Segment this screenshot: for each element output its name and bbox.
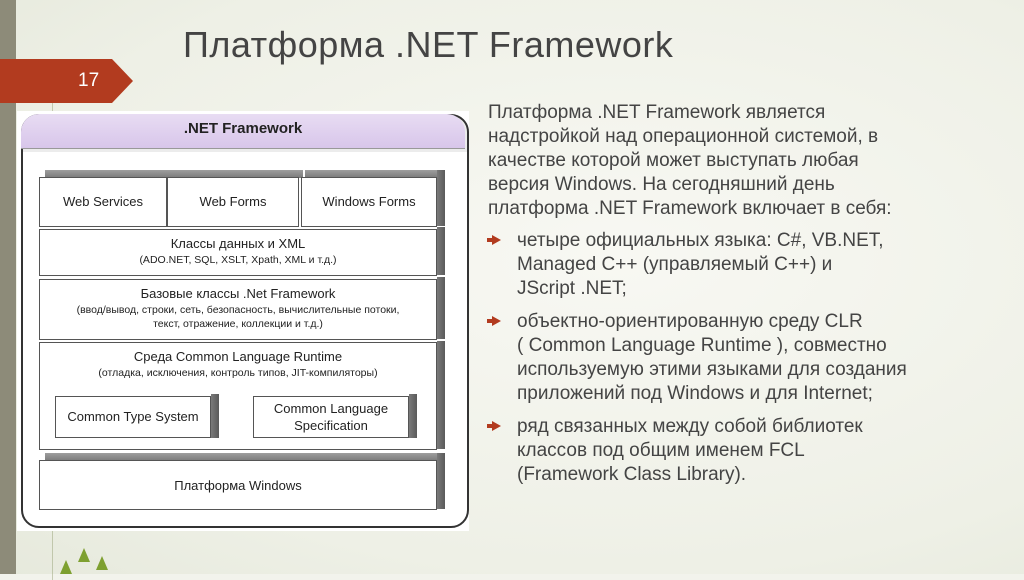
windows-forms-label: Windows Forms [322,194,416,209]
arrow-decoration-icon [96,556,108,570]
net-framework-diagram [17,111,469,531]
bullet-item [490,229,1005,301]
base-classes-box [39,279,437,340]
arrow-decoration-icon [60,560,72,574]
arrow-decoration-icon [78,548,90,562]
bullet-item [490,310,1005,406]
bullet-line: объектно-ориентированную среду CLR [517,311,863,332]
clr-title: Среда Common Language Runtime [133,349,343,364]
intro-paragraph [488,101,998,221]
page-number: 17 [78,70,100,91]
base-classes-subtitle-2: текст, отражение, коллекции и т.д.) [153,318,323,330]
cts-label: Common Type System [67,409,199,424]
box-3d-side [437,170,445,226]
cls-label-1: Common Language [273,401,389,416]
page-number-tab [0,59,133,103]
box-3d-side [437,453,445,509]
base-classes-subtitle-1: (ввод/вывод, строки, сеть, безопасность, вычислительные потоки, [76,304,400,316]
bullet-line: приложений под Windows и для Internet; [517,383,873,404]
bullet-arrow-icon [492,235,501,245]
data-classes-title: Классы данных и XML [170,236,306,251]
slide-title: Платформа .NET Framework [183,24,674,65]
cls-box [253,396,409,438]
box-3d-side [437,227,445,275]
bullet-line: JScript .NET; [517,278,627,299]
bullet-item [490,415,1005,487]
bullet-line: классов под общим именем FCL [517,440,805,461]
windows-platform-box [39,460,437,510]
bullet-line: ( Common Language Runtime ), совместно [517,335,887,356]
windows-platform-label: Платформа Windows [174,478,302,493]
box-3d-side [437,341,445,449]
bullet-list [490,229,1005,496]
windows-forms-box [301,177,437,227]
data-classes-subtitle: (ADO.NET, SQL, XSLT, Xpath, XML и т.д.) [139,254,337,266]
base-classes-title: Базовые классы .Net Framework [140,286,336,301]
web-services-box [39,177,167,227]
bullet-line: (Framework Class Library). [517,464,747,485]
bullet-arrow-icon [492,421,501,431]
framework-title: .NET Framework [183,120,303,137]
bullet-arrow-icon [492,316,501,326]
box-3d-side [409,394,417,438]
web-forms-label: Web Forms [199,194,267,209]
bullet-line: используемую этими языками для создания [517,359,907,380]
common-type-system-box [55,396,211,438]
intro-line: Платформа .NET Framework является [488,102,826,123]
intro-line: версия Windows. На сегодняшний день [488,174,835,195]
box-3d-side [437,277,445,339]
intro-line: надстройкой над операционной системой, в [488,126,879,147]
bullet-line: Managed C++ (управляемый C++) и [517,254,833,275]
data-classes-box [39,229,437,276]
web-services-label: Web Services [63,194,143,209]
box-3d-side [211,394,219,438]
clr-subtitle: (отладка, исключения, контроль типов, JIT-компиляторы) [98,367,378,379]
web-forms-box [167,177,299,227]
intro-line: качестве которой может выступать любая [488,150,859,171]
intro-line: платформа .NET Framework включает в себя: [488,198,892,219]
cls-label-2: Specification [294,418,368,433]
bullet-line: ряд связанных между собой библиотек [517,416,863,437]
bullet-line: четыре официальных языка: C#, VB.NET, [517,230,884,251]
